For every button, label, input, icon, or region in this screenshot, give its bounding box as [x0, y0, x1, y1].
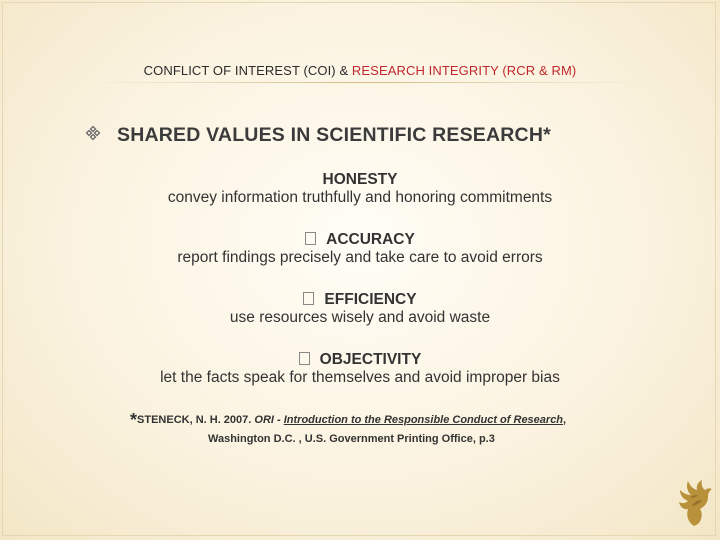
header-text-research-integrity: RESEARCH INTEGRITY (RCR & RM)	[351, 63, 577, 78]
slide-subtitle: SHARED VALUES IN SCIENTIFIC RESEARCH*	[117, 124, 551, 146]
value-item-honesty	[0, 171, 720, 207]
value-description: use resources wisely and avoid waste	[229, 309, 491, 326]
checkbox-placeholder-icon	[303, 292, 314, 305]
value-description: let the facts speak for themselves and avoid improper bias	[160, 369, 560, 386]
citation-author: STENECK, N. H. 2007.	[137, 414, 255, 426]
citation-comma: ,	[563, 414, 567, 426]
citation-title-link[interactable]: Introduction to the Responsible Conduct of Research	[283, 414, 564, 426]
footnote-star: *	[130, 410, 138, 430]
header-text-coi: CONFLICT OF INTEREST (COI) &	[143, 63, 352, 78]
pegasus-logo-icon	[674, 476, 714, 528]
value-item-objectivity	[0, 351, 720, 387]
value-title: HONESTY	[322, 171, 398, 188]
value-item-efficiency	[0, 291, 720, 327]
checkbox-placeholder-icon	[305, 232, 316, 245]
checkbox-placeholder-icon	[299, 352, 310, 365]
value-title: ACCURACY	[326, 231, 415, 248]
slide-header	[0, 63, 720, 78]
value-description: convey information truthfully and honoring commitments	[167, 189, 553, 206]
value-title: EFFICIENCY	[324, 291, 417, 308]
citation-publisher: Washington D.C. , U.S. Government Printing Office, p.3	[208, 433, 495, 445]
header-divider	[86, 82, 646, 83]
diamond-bullet-icon	[85, 125, 101, 141]
value-item-accuracy	[0, 231, 720, 267]
citation	[130, 410, 566, 431]
value-title: OBJECTIVITY	[319, 351, 422, 368]
value-description: report findings precisely and take care to avoid errors	[177, 249, 543, 266]
citation-ori: ORI -	[254, 414, 284, 426]
